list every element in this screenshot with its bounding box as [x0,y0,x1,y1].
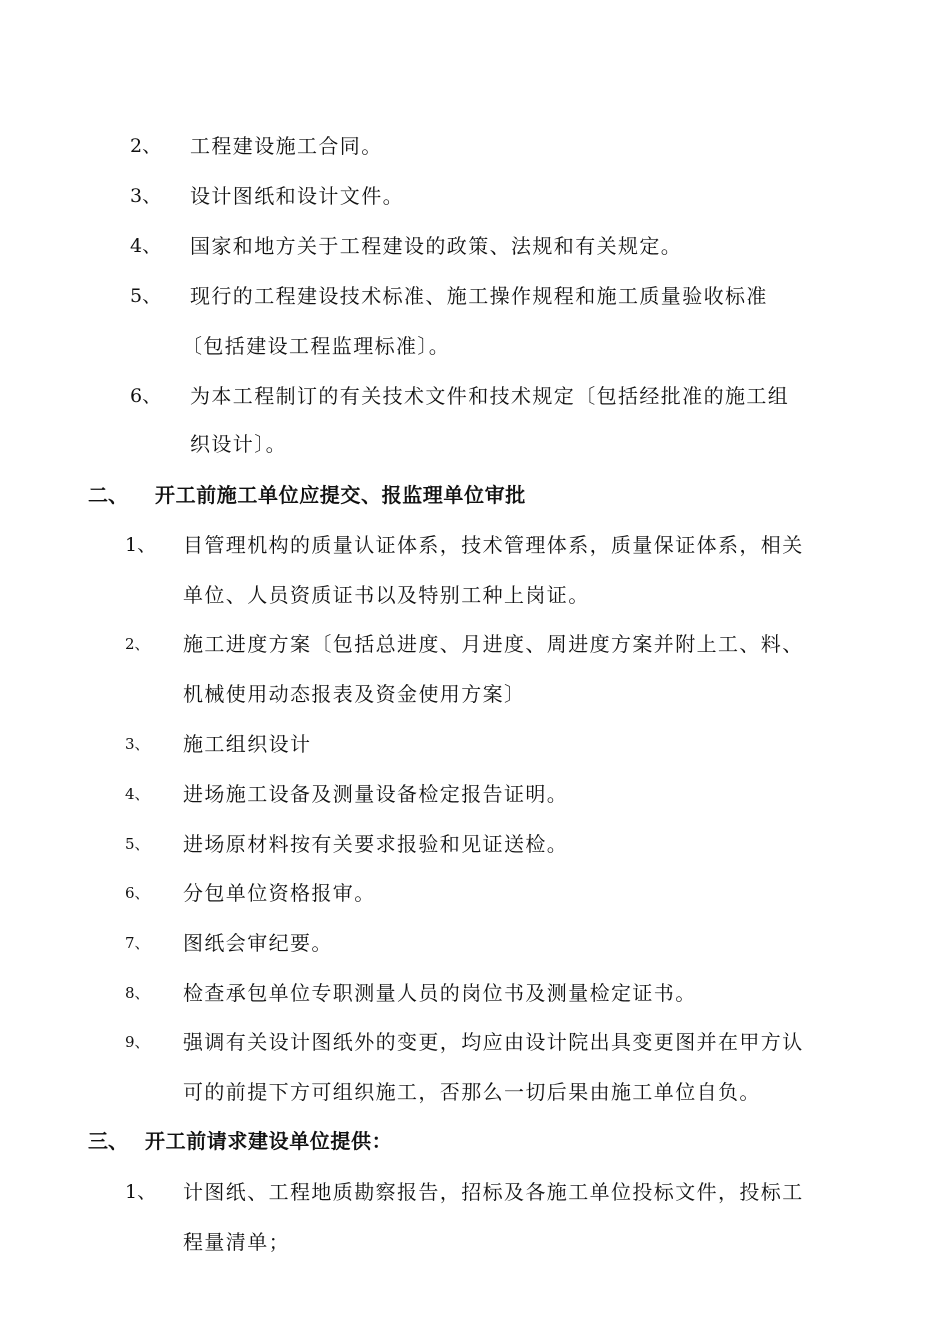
item-number: 9、 [125,1033,150,1051]
item-text: 工程建设施工合同。 [190,134,383,158]
item-text: 进场原材料按有关要求报验和见证送检。 [183,832,569,856]
item-text: 施工进度方案〔包括总进度、月进度、周进度方案并附上工、料、 [183,632,804,656]
section-number: 三、 [88,1129,128,1153]
item-text: 设计图纸和设计文件。 [190,184,404,208]
item-text-continued: 织设计〕。 [190,432,287,456]
section-title: 开工前施工单位应提交、报监理单位审批 [155,483,526,507]
item-text: 计图纸、工程地质勘察报告，招标及各施工单位投标文件，投标工 [183,1180,804,1204]
item-text: 现行的工程建设技术标准、施工操作规程和施工质量验收标准 [190,284,768,308]
item-number: 1、 [125,534,157,556]
item-number: 1、 [125,1181,157,1203]
item-number: 6、 [125,884,150,902]
item-text: 强调有关设计图纸外的变更，均应由设计院出具变更图并在甲方认 [183,1030,804,1054]
item-text: 施工组织设计 [183,732,312,756]
item-number: 5、 [130,285,162,307]
item-text: 国家和地方关于工程建设的政策、法规和有关规定。 [190,234,683,258]
item-text: 目管理机构的质量认证体系，技术管理体系，质量保证体系，相关 [183,533,804,557]
item-text: 检查承包单位专职测量人员的岗位书及测量检定证书。 [183,981,697,1005]
section-title: 开工前请求建设单位提供： [145,1129,393,1153]
item-text-continued: 机械使用动态报表及资金使用方案〕 [183,682,526,706]
item-number: 7、 [125,934,150,952]
item-number: 2、 [130,135,162,157]
section-number: 二、 [88,483,128,507]
item-text-continued: 单位、人员资质证书以及特别工种上岗证。 [183,583,590,607]
item-text-continued: 程量清单； [183,1230,290,1254]
item-text: 图纸会审纪要。 [183,931,333,955]
item-number: 5、 [125,835,150,853]
item-number: 2、 [125,635,150,653]
item-number: 3、 [125,735,150,753]
item-text: 分包单位资格报审。 [183,881,376,905]
item-number: 8、 [125,984,150,1002]
item-number: 3、 [130,185,162,207]
item-text: 为本工程制订的有关技术文件和技术规定〔包括经批准的施工组 [190,384,790,408]
item-number: 6、 [130,385,162,407]
item-text-continued: 可的前提下方可组织施工，否那么一切后果由施工单位自负。 [183,1080,761,1104]
item-text-continued: 〔包括建设工程监理标准〕。 [182,334,451,358]
item-text: 进场施工设备及测量设备检定报告证明。 [183,782,569,806]
item-number: 4、 [125,785,150,803]
item-number: 4、 [130,235,162,257]
